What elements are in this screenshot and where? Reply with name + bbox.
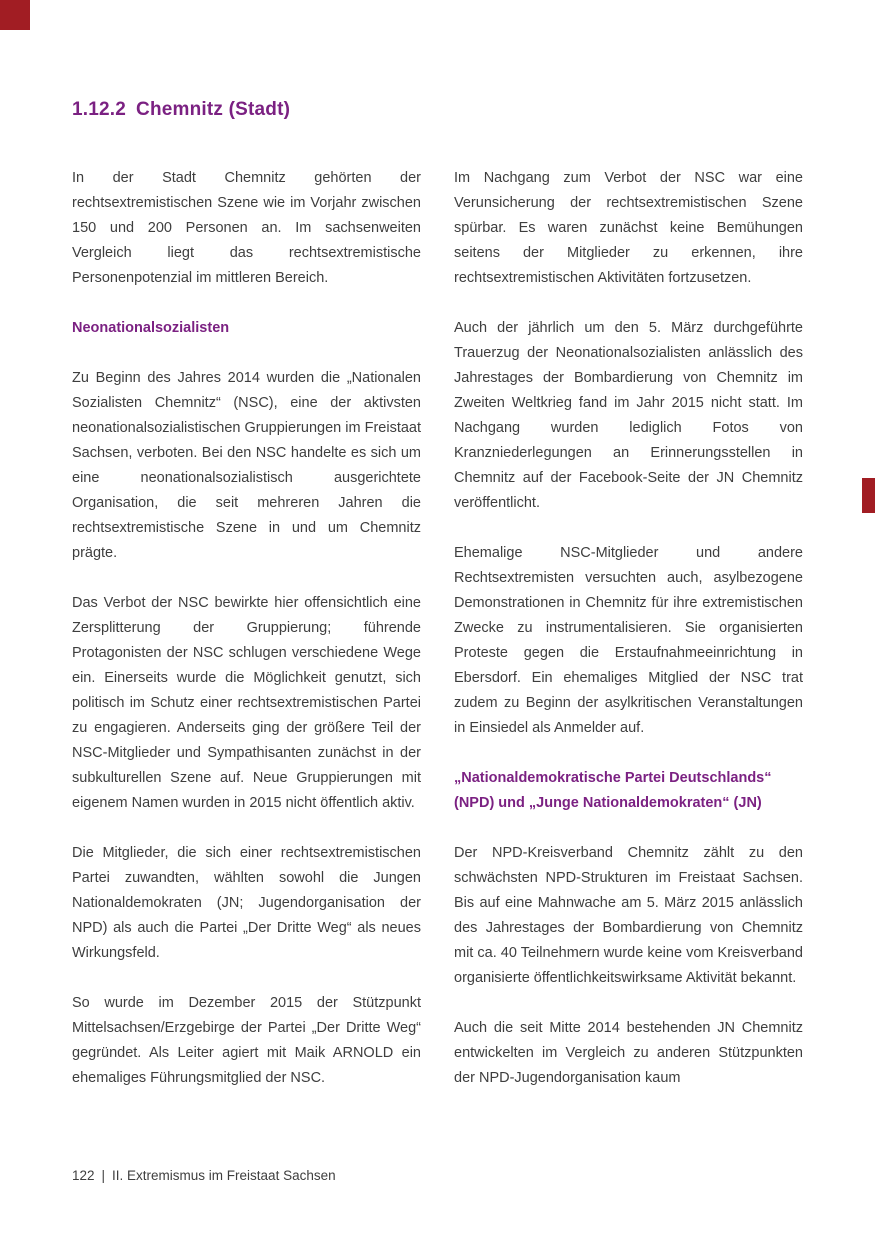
right-column <box>454 166 803 1116</box>
page-corner-marker <box>0 0 30 30</box>
chapter-title: II. Extremismus im Freistaat Sachsen <box>112 1168 336 1183</box>
paragraph: Ehemalige NSC-Mitglieder und andere Rechtsextremisten versuchten auch, asylbezogene Demonstrationen in Chemnitz für ihre extremistischen Zwecke zu instrumentalisieren. Sie organisierten Proteste gegen die Erstaufnahmeeinrichtung in Ebersdorf. Ein ehemaliges Mitglied der NSC trat zudem zu Beginn der asylkritischen Veranstaltungen in Einsiedel als Anmelder auf. <box>454 545 803 736</box>
paragraph: In der Stadt Chemnitz gehörten der rechtsextremistischen Szene wie im Vorjahr zwischen 150 und 200 Personen an. Im sachsenweiten Vergleich liegt das rechtsextremistische Personenpotenzial im mittleren Bereich. <box>72 170 421 286</box>
footer-separator: | <box>101 1168 106 1183</box>
page-footer <box>72 1166 336 1186</box>
subheading-neonationalsozialisten: Neonationalsozialisten <box>72 320 230 336</box>
paragraph: So wurde im Dezember 2015 der Stützpunkt Mittelsachsen/Erzgebirge der Partei „Der Dritte Weg“ gegründet. Als Leiter agiert mit Maik ARNOLD ein ehemaliges Führungsmitglied der NSC. <box>72 995 421 1086</box>
paragraph: Im Nachgang zum Verbot der NSC war eine Verunsicherung der rechtsextremistischen Szene spürbar. Es waren zunächst keine Bemühungen seitens der Mitglieder zu erkennen, ihre rechtsextremistischen Aktivitäten fortzusetzen. <box>454 170 803 286</box>
section-heading <box>72 99 290 121</box>
paragraph: Das Verbot der NSC bewirkte hier offensichtlich eine Zersplitterung der Gruppierung; führende Protagonisten der NSC schlugen verschiedene Wege ein. Einerseits wurde die Möglichkeit genutzt, sich politisch im Schutz einer rechtsextremistischen Partei zu engagieren. Anderseits ging der größere Teil der NSC-Mitglieder und Sympathisanten zunächst in der subkulturellen Szene auf. Neue Gruppierungen mit eigenem Namen wurden in 2015 nicht öffentlich aktiv. <box>72 595 421 811</box>
paragraph: Auch der jährlich um den 5. März durchgeführte Trauerzug der Neonationalsozialisten anlässlich des Jahrestages der Bombardierung von Chemnitz im Zweiten Weltkrieg fand im Jahr 2015 nicht statt. Im Nachgang wurden lediglich Fotos von Kranzniederlegungen an Erinnerungsstellen in Chemnitz auf der Facebook-Seite der JN Chemnitz veröffentlicht. <box>454 320 803 511</box>
paragraph: Auch die seit Mitte 2014 bestehenden JN Chemnitz entwickelten im Vergleich zu anderen Stützpunkten der NPD-Jugendorganisation kaum <box>454 1020 803 1086</box>
section-number: 1.12.2 <box>72 98 127 120</box>
chapter-edge-tab <box>862 478 875 513</box>
text-columns <box>72 166 803 1116</box>
paragraph: Der NPD-Kreisverband Chemnitz zählt zu den schwächsten NPD-Strukturen im Freistaat Sachsen. Bis auf eine Mahnwache am 5. März 2015 anlässlich des Jahrestages der Bombardierung von Chemnitz mit ca. 40 Teilnehmern wurde keine vom Kreisverband organisierte öffentlichkeitswirksame Aktivität bekannt. <box>454 845 803 986</box>
paragraph: Die Mitglieder, die sich einer rechtsextremistischen Partei zuwandten, wählten sowohl die Jungen Nationaldemokraten (JN; Jugendorganisation der NPD) als auch die Partei „Der Dritte Weg“ als neues Wirkungsfeld. <box>72 845 421 961</box>
paragraph: Zu Beginn des Jahres 2014 wurden die „Nationalen Sozialisten Chemnitz“ (NSC), eine der aktivsten neonationalsozialistischen Gruppierungen im Freistaat Sachsen, verboten. Bei den NSC handelte es sich um eine neonationalsozialistisch ausgerichtete Organisation, die seit mehreren Jahren die rechtsextremistische Szene in und um Chemnitz prägte. <box>72 370 421 561</box>
left-column <box>72 166 421 1116</box>
section-title: Chemnitz (Stadt) <box>136 98 291 120</box>
page-number: 122 <box>72 1168 95 1183</box>
subheading-npd-jn: „Nationaldemokratische Partei Deutschlands“ (NPD) und „Junge Nationaldemokraten“ (JN) <box>454 770 772 811</box>
